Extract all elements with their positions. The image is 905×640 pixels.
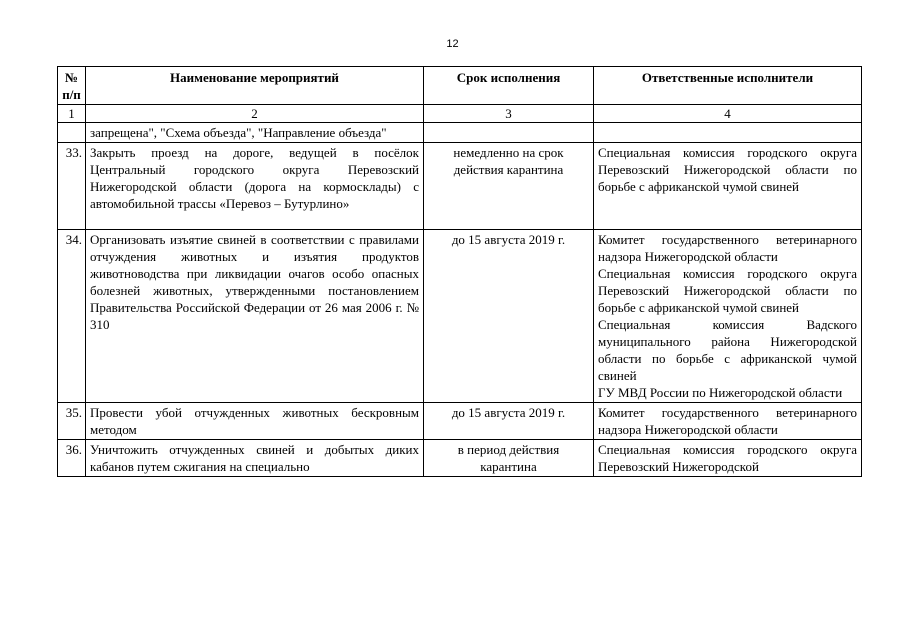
responsible-org: Специальная комиссия городского округа Перевозский Нижегородской области по борьбе с африканской чумой свиней xyxy=(598,266,857,315)
table-header-row xyxy=(58,67,862,105)
row-number: 35. xyxy=(58,403,86,440)
table-row xyxy=(58,123,862,143)
row-responsible xyxy=(594,403,862,440)
table-row xyxy=(58,230,862,403)
page-number: 12 xyxy=(446,38,459,50)
responsible-org: Специальная комиссия городского округа Перевозский Нижегородской области по борьбе с африканской чумой свиней xyxy=(598,145,857,194)
column-index: 4 xyxy=(594,105,862,123)
table-row xyxy=(58,143,862,230)
header-number: № п/п xyxy=(58,67,86,105)
column-index: 3 xyxy=(424,105,594,123)
row-number xyxy=(58,123,86,143)
responsible-org: Специальная комиссия Вадского муниципального района Нижегородской области по борьбе с африканской чумой свиней xyxy=(598,317,857,383)
row-number: 36. xyxy=(58,440,86,477)
column-index: 1 xyxy=(58,105,86,123)
responsible-org: Комитет государственного ветеринарного надзора Нижегородской области xyxy=(598,232,857,264)
measures-table xyxy=(57,66,862,477)
row-responsible xyxy=(594,143,862,230)
column-index-row xyxy=(58,105,862,123)
table-row xyxy=(58,403,862,440)
row-deadline xyxy=(424,123,594,143)
header-action: Наименование мероприятий xyxy=(86,67,424,105)
row-action: запрещена", "Схема объезда", "Направление объезда" xyxy=(86,123,424,143)
row-action: Закрыть проезд на дороге, ведущей в посёлок Центральный городского округа Перевозский Нижегородской области (дорога на кормосклады) с автомобильной трассы «Перевоз – Бутурлино» xyxy=(86,143,424,230)
row-deadline: до 15 августа 2019 г. xyxy=(424,403,594,440)
responsible-org: ГУ МВД России по Нижегородской области xyxy=(598,385,843,400)
row-responsible xyxy=(594,230,862,403)
column-index: 2 xyxy=(86,105,424,123)
row-deadline: немедленно на срок действия карантина xyxy=(424,143,594,230)
row-responsible xyxy=(594,440,862,477)
row-deadline: до 15 августа 2019 г. xyxy=(424,230,594,403)
row-action: Уничтожить отчужденных свиней и добытых диких кабанов путем сжигания на специально xyxy=(86,440,424,477)
row-action: Организовать изъятие свиней в соответствии с правилами отчуждения животных и изъятия продуктов животноводства при ликвидации очагов особо опасных болезней животных, утвержденными постановлением Правительства Российской Федерации от 26 мая 2006 г. № 310 xyxy=(86,230,424,403)
row-responsible xyxy=(594,123,862,143)
row-action: Провести убой отчужденных животных бескровным методом xyxy=(86,403,424,440)
row-number: 34. xyxy=(58,230,86,403)
responsible-org: Комитет государственного ветеринарного надзора Нижегородской области xyxy=(598,405,857,437)
responsible-org: Специальная комиссия городского округа Перевозский Нижегородской xyxy=(598,442,857,474)
table-row xyxy=(58,440,862,477)
header-responsible: Ответственные исполнители xyxy=(594,67,862,105)
header-deadline: Срок исполнения xyxy=(424,67,594,105)
row-number: 33. xyxy=(58,143,86,230)
row-deadline: в период действия карантина xyxy=(424,440,594,477)
